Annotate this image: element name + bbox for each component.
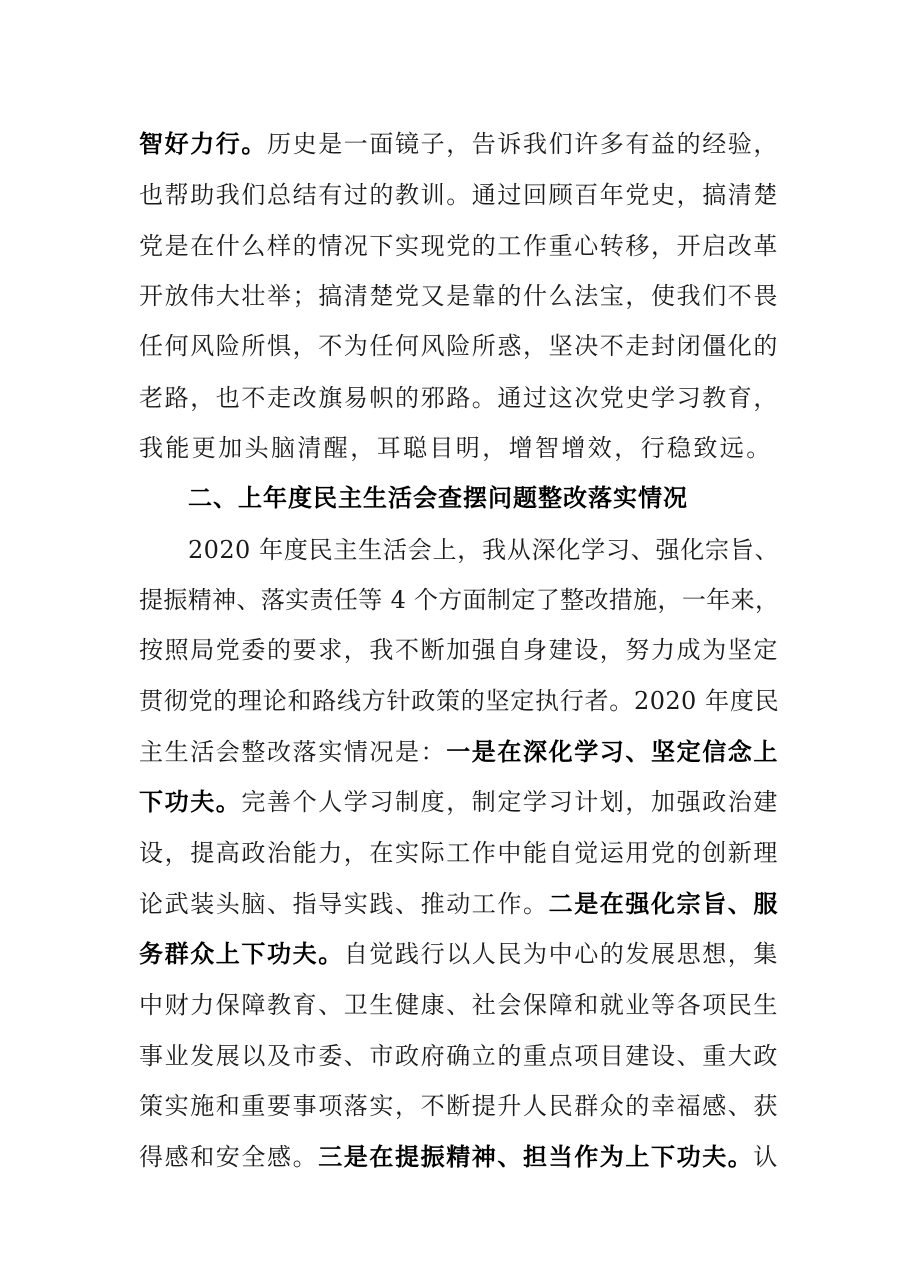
text-line: 也帮助我们总结有过的教训。通过回顾百年党史，搞清楚 bbox=[139, 181, 779, 209]
text-line: 老路，也不走改旗易帜的邪路。通过这次党史学习教育， bbox=[139, 384, 779, 412]
text-span: 自觉践行以人民为中心的发展思想，集 bbox=[343, 940, 780, 968]
text-line: 开放伟大壮举；搞清楚党又是靠的什么法宝，使我们不畏 bbox=[139, 282, 779, 310]
text-line bbox=[139, 1137, 779, 1177]
text-line: 中财力保障教育、卫生健康、社会保障和就业等各项民生 bbox=[139, 991, 779, 1019]
text-line: 按照局党委的要求，我不断加强自身建设，努力成为坚定 bbox=[139, 636, 779, 664]
text-line: 贯彻党的理论和路线方针政策的坚定执行者。2020 年度民 bbox=[139, 687, 779, 715]
text-line: 策实施和重要事项落实，不断提升人民群众的幸福感、获 bbox=[139, 1092, 779, 1120]
bold-phrase: 智好力行。 bbox=[139, 130, 267, 158]
text-span: 历史是一面镜子，告诉我们许多有益的经验， bbox=[267, 130, 779, 158]
text-line bbox=[139, 884, 779, 924]
bold-phrase: 下功夫。 bbox=[139, 788, 242, 816]
text-line bbox=[139, 934, 779, 974]
text-line: 2020 年度民主生活会上，我从深化学习、强化宗旨、 bbox=[188, 536, 779, 564]
text-span: 得感和安全感。 bbox=[139, 1143, 319, 1171]
text-span: 论武装头脑、指导实践、推动工作。 bbox=[139, 890, 549, 918]
text-span: 认 bbox=[753, 1143, 780, 1171]
section-heading: 二、上年度民主生活会查摆问题整改落实情况 bbox=[188, 484, 688, 512]
text-line: 我能更加头脑清醒，耳聪目明，增智增效，行稳致远。 bbox=[139, 434, 773, 462]
text-line: 党是在什么样的情况下实现党的工作重心转移，开启改革 bbox=[139, 232, 779, 260]
text-span: 主生活会整改落实情况是： bbox=[139, 738, 447, 766]
bold-phrase: 三是在提振精神、担当作为上下功夫。 bbox=[318, 1143, 754, 1171]
text-line bbox=[139, 782, 779, 822]
text-span: 完善个人学习制度，制定学习计划，加强政治建 bbox=[241, 788, 780, 816]
bold-phrase: 务群众上下功夫。 bbox=[139, 940, 344, 968]
text-line bbox=[139, 124, 779, 164]
bold-phrase: 二是在强化宗旨、服 bbox=[548, 890, 780, 918]
text-line bbox=[139, 732, 779, 772]
text-line: 任何风险所惧，不为任何风险所惑，坚决不走封闭僵化的 bbox=[139, 332, 779, 360]
text-line: 事业发展以及市委、市政府确立的重点项目建设、重大政 bbox=[139, 1042, 779, 1070]
text-line: 设，提高政治能力，在实际工作中能自觉运用党的创新理 bbox=[139, 839, 779, 867]
text-line: 提振精神、落实责任等 4 个方面制定了整改措施，一年来， bbox=[139, 586, 779, 614]
bold-phrase: 一是在深化学习、坚定信念上 bbox=[446, 738, 780, 766]
